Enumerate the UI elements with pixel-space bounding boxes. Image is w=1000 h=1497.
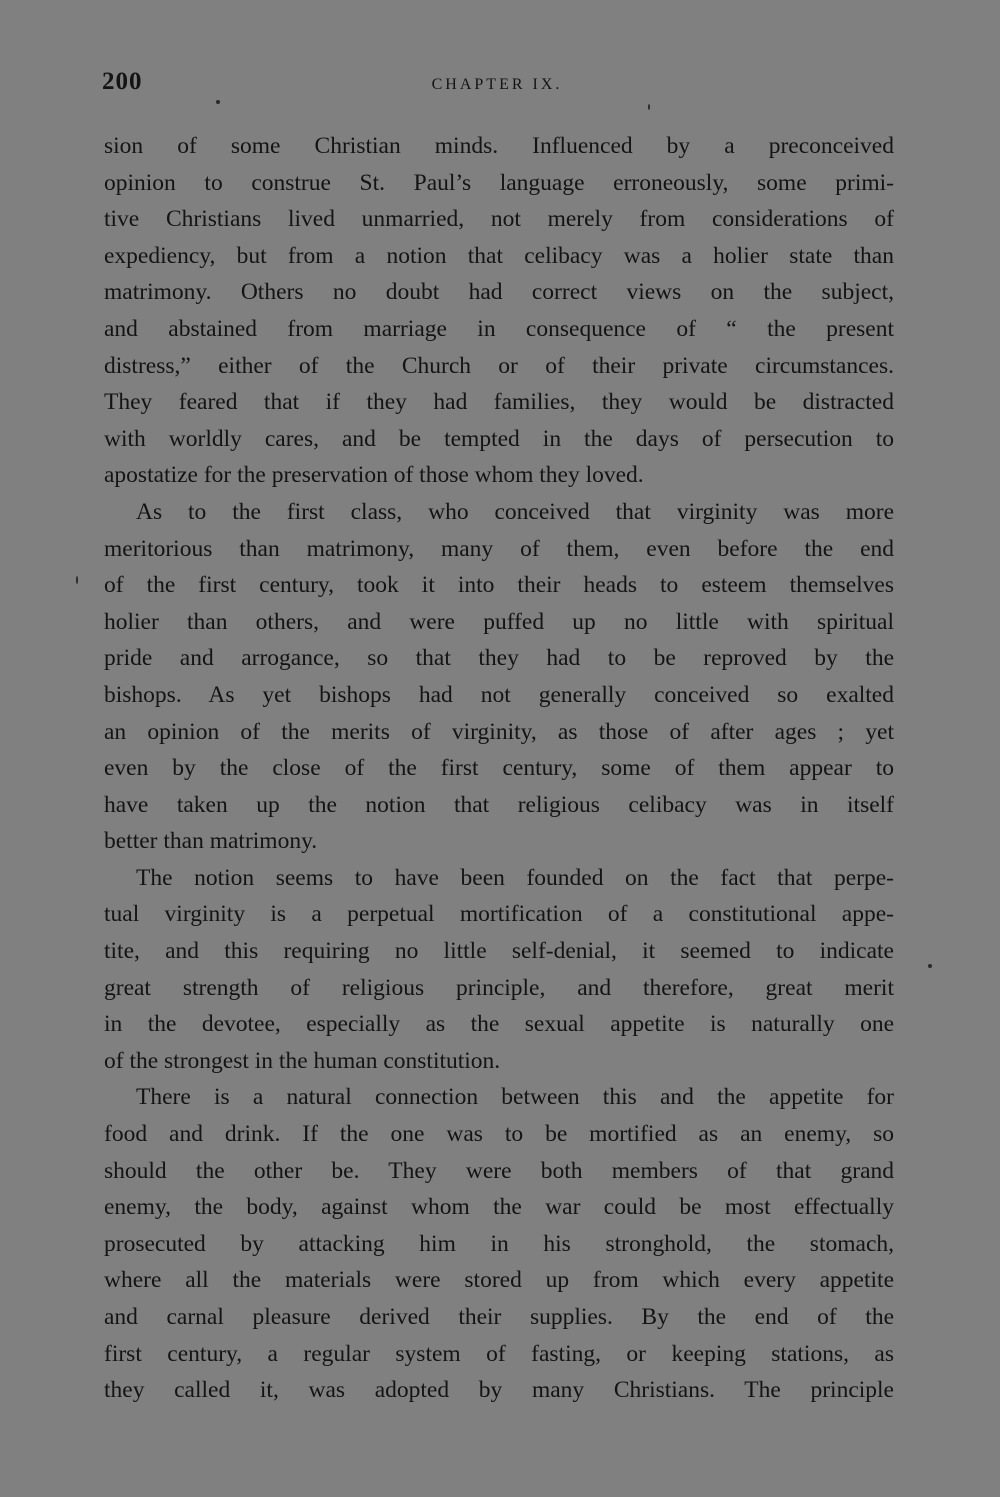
scan-speck — [216, 100, 220, 104]
text-line: meritorious than matrimony, many of them, even before the end — [104, 535, 894, 562]
text-line: even by the close of the first century, some of them appear to — [104, 755, 894, 782]
text-line: they called it, was adopted by many Christians. The principle — [104, 1377, 894, 1404]
text-line: with worldly cares, and be tempted in the days of persecution to — [104, 425, 894, 452]
scan-speck — [648, 104, 650, 110]
page-header — [102, 68, 892, 108]
paragraph — [104, 1079, 894, 1408]
scan-speck — [76, 576, 78, 584]
text-line: tite, and this requiring no little self-denial, it seemed to indicate — [104, 938, 894, 965]
text-line: food and drink. If the one was to be mortified as an enemy, so — [104, 1121, 894, 1148]
text-line: distress,” either of the Church or of their private circumstances. — [104, 352, 894, 379]
text-line: in the devotee, especially as the sexual appetite is naturally one — [104, 1011, 894, 1038]
text-line: expediency, but from a notion that celibacy was a holier state than — [104, 242, 894, 269]
text-line: There is a natural connection between this and the appetite for — [136, 1084, 894, 1111]
text-line: should the other be. They were both members of that grand — [104, 1157, 894, 1184]
text-line: tive Christians lived unmarried, not merely from considerations of — [104, 206, 894, 233]
text-line: enemy, the body, against whom the war could be most effectually — [104, 1194, 894, 1221]
text-line: They feared that if they had families, they would be distracted — [104, 389, 894, 416]
text-line: first century, a regular system of fasting, or keeping stations, as — [104, 1340, 894, 1367]
text-line: of the strongest in the human constitution. — [104, 1047, 501, 1074]
text-line: matrimony. Others no doubt had correct views on the subject, — [104, 279, 894, 306]
text-line: holier than others, and were puffed up no little with spiritual — [104, 608, 894, 635]
body-text — [104, 128, 894, 1409]
text-line: tual virginity is a perpetual mortification of a constitutional appe- — [104, 901, 894, 928]
text-line: opinion to construe St. Paul’s language erroneously, some primi- — [104, 169, 894, 196]
paragraph — [104, 860, 894, 1080]
text-line: have taken up the notion that religious celibacy was in itself — [104, 791, 894, 818]
text-line: where all the materials were stored up from which every appetite — [104, 1267, 894, 1294]
scan-speck — [928, 964, 932, 968]
text-line: The notion seems to have been founded on the fact that perpe- — [136, 864, 894, 891]
running-head: CHAPTER IX. — [431, 76, 563, 93]
text-line: better than matrimony. — [104, 828, 318, 855]
text-line: prosecuted by attacking him in his stronghold, the stomach, — [104, 1230, 894, 1257]
text-line: and abstained from marriage in consequence of “ the present — [104, 315, 894, 342]
text-line: apostatize for the preservation of those whom they loved. — [104, 462, 644, 489]
text-line: and carnal pleasure derived their supplies. By the end of the — [104, 1304, 894, 1330]
text-line: of the first century, took it into their heads to esteem themselves — [104, 572, 894, 599]
text-line: As to the first class, who conceived that virginity was more — [136, 498, 894, 525]
paragraph — [104, 128, 894, 494]
text-line: sion of some Christian minds. Influenced by a preconceived — [104, 133, 894, 159]
text-line: bishops. As yet bishops had not generally conceived so exalted — [104, 681, 894, 708]
text-line: pride and arrogance, so that they had to be reproved by the — [104, 645, 894, 672]
page-number: 200 — [102, 68, 143, 95]
text-line: great strength of religious principle, and therefore, great merit — [104, 974, 894, 1001]
paragraph — [104, 494, 894, 860]
text-line: an opinion of the merits of virginity, as those of after ages ; yet — [104, 718, 894, 745]
